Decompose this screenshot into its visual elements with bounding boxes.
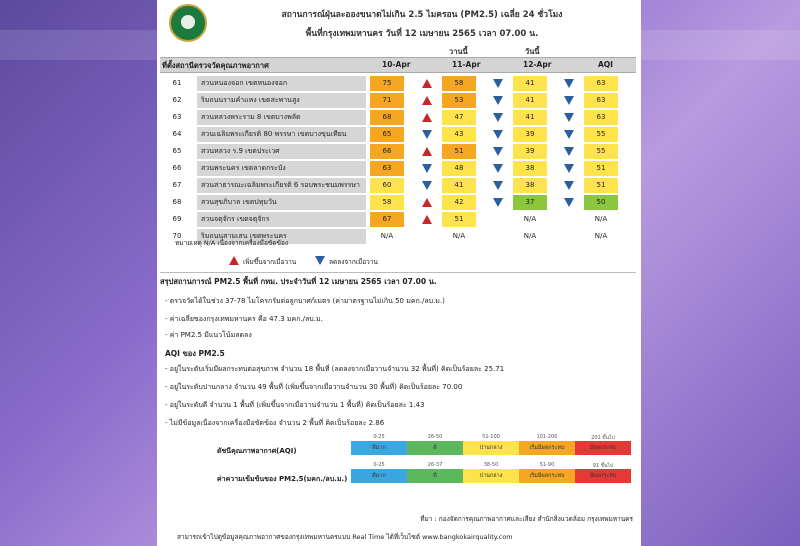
row-index: 67 (172, 181, 182, 189)
table-header (160, 57, 636, 73)
legend-down-icon (315, 256, 325, 265)
arrow-up-icon (422, 147, 432, 156)
pm-level-cell: มีผลกระทบ (575, 469, 631, 483)
table-row (160, 178, 636, 194)
value-10apr: 60 (370, 178, 404, 193)
aqi-level-cell: มีผลกระทบ (575, 441, 631, 455)
station-name: สวนสาธารณะเฉลิมพระเกียรติ 6 รอบพระชนมพรรษา (197, 178, 366, 193)
report-subtitle: พื้นที่กรุงเทพมหานคร วันที่ 12 เมษายน 2565 เวลา 07.00 น. (305, 29, 539, 39)
table-row (160, 212, 636, 228)
station-name: สวนพระนคร เขตลาดกระบัง (197, 161, 366, 176)
table-note: หมายเหตุ N/A เนื่องจากเครื่องมือขัดข้อง (175, 239, 289, 247)
value-10apr: 66 (370, 144, 404, 159)
summary-range: - ตรวจวัดได้ในช่วง 37-78 ไมโครกรัมต่อลูกบาศก์เมตร (ค่ามาตรฐานไม่เกิน 50 มคก./ลบ.ม.) (165, 297, 445, 305)
arrow-up-icon (422, 215, 432, 224)
legend-up-icon (229, 256, 239, 265)
value-12apr: 41 (513, 93, 547, 108)
legend-down-label: ลดลงจากเมื่อวาน (329, 258, 378, 266)
value-12apr: N/A (523, 215, 537, 223)
value-12apr: 37 (513, 195, 547, 210)
value-10apr: N/A (380, 232, 394, 240)
value-aqi: N/A (594, 232, 608, 240)
value-aqi: 63 (584, 76, 618, 91)
table-row (160, 76, 636, 92)
row-index: 70 (172, 232, 182, 240)
row-index: 63 (172, 113, 182, 121)
value-11apr: 48 (442, 161, 476, 176)
summary-heading: สรุปสถานการณ์ PM2.5 พื้นที่ กทม. ประจำวันที่ 12 เมษายน 2565 เวลา 07.00 น. (160, 272, 636, 288)
value-10apr: 75 (370, 76, 404, 91)
pm-range: 0-25 (373, 462, 385, 468)
value-aqi: 51 (584, 161, 618, 176)
value-10apr: 65 (370, 127, 404, 142)
aqi-level-cell: ปานกลาง (463, 441, 519, 455)
value-11apr: 51 (442, 144, 476, 159)
arrow-up-icon (422, 113, 432, 122)
aqi-range: 0-25 (373, 434, 385, 440)
station-name: สวนจตุจักร เขตจตุจักร (197, 212, 366, 227)
arrow-down-icon (564, 181, 574, 190)
today-label: วันนี้ (525, 47, 540, 56)
table-row (160, 93, 636, 109)
value-10apr: 58 (370, 195, 404, 210)
arrow-down-icon (564, 198, 574, 207)
pm-range: 51-90 (539, 462, 555, 468)
arrow-down-icon (493, 130, 503, 139)
value-aqi: 51 (584, 178, 618, 193)
value-aqi: 63 (584, 110, 618, 125)
value-11apr: 51 (442, 212, 476, 227)
row-index: 66 (172, 164, 182, 172)
station-name: สวนหลวง ร.9 เขตประเวศ (197, 144, 366, 159)
value-12apr: N/A (523, 232, 537, 240)
value-12apr: 38 (513, 161, 547, 176)
value-10apr: 67 (370, 212, 404, 227)
col-10apr-header: 10-Apr (382, 60, 411, 69)
value-11apr: 53 (442, 93, 476, 108)
value-aqi: 50 (584, 195, 618, 210)
aqi-heading: AQI ของ PM2.5 (165, 349, 225, 358)
row-index: 62 (172, 96, 182, 104)
arrow-down-icon (564, 113, 574, 122)
report-title: สถานการณ์ฝุ่นละอองขนาดไม่เกิน 2.5 ไมครอน (PM2.5) เฉลี่ย 24 ชั่วโมง (281, 10, 563, 20)
pm-level-cell: ปานกลาง (463, 469, 519, 483)
pm-range: 91 ขึ้นไป (592, 463, 614, 469)
summary-trend: - ค่า PM2.5 มีแนวโน้มลดลง (165, 331, 252, 339)
value-11apr: 42 (442, 195, 476, 210)
arrow-down-icon (493, 79, 503, 88)
aqi-level-good: - อยู่ในระดับดี จำนวน 1 พื้นที่ (เพิ่มขึ้นจากเมื่อวานจำนวน 1 พื้นที่) คิดเป็นร้อยละ 1.43 (165, 401, 425, 409)
row-index: 69 (172, 215, 182, 223)
row-index: 68 (172, 198, 182, 206)
value-12apr: 39 (513, 144, 547, 159)
pm-level-cell: เริ่มมีผลกระทบ (519, 469, 575, 483)
arrow-down-icon (493, 198, 503, 207)
arrow-down-icon (564, 96, 574, 105)
arrow-down-icon (493, 147, 503, 156)
aqi-level-unhealthy-sensitive: - อยู่ในระดับเริ่มมีผลกระทบต่อสุขภาพ จำนวน 18 พื้นที่ (ลดลงจากเมื่อวานจำนวน 32 พื้นที่) คิดเป็นร้อยละ 25.71 (165, 365, 505, 373)
value-11apr: 58 (442, 76, 476, 91)
arrow-down-icon (564, 130, 574, 139)
arrow-down-icon (422, 164, 432, 173)
value-aqi: 63 (584, 93, 618, 108)
arrow-down-icon (564, 147, 574, 156)
arrow-up-icon (422, 96, 432, 105)
col-aqi-header: AQI (598, 60, 613, 69)
value-aqi: 55 (584, 127, 618, 142)
legend-up-label: เพิ่มขึ้นจากเมื่อวาน (243, 258, 297, 266)
value-11apr: 41 (442, 178, 476, 193)
station-name: สวนหลวงพระราม 8 เขตบางพลัด (197, 110, 366, 125)
value-aqi: N/A (594, 215, 608, 223)
arrow-down-icon (422, 181, 432, 190)
arrow-down-icon (564, 164, 574, 173)
bma-logo-icon (169, 4, 207, 42)
aqi-level-moderate: - อยู่ในระดับปานกลาง จำนวน 49 พื้นที่ (เพิ่มขึ้นจากเมื่อวานจำนวน 30 พื้นที่) คิดเป็นร้อยละ 70.00 (165, 383, 463, 391)
pm-scale-label: ค่าความเข้มข้นของ PM2.5(มคก./ลบ.ม.) (217, 475, 348, 483)
aqi-range: 101-200 (536, 434, 558, 440)
table-row (160, 144, 636, 160)
row-index: 65 (172, 147, 182, 155)
arrow-down-icon (493, 96, 503, 105)
station-name: ริมถนนสามเสน เขตพระนคร (197, 229, 366, 244)
value-12apr: 38 (513, 178, 547, 193)
station-name: สวนเฉลิมพระเกียรติ 80 พรรษา เขตบางขุนเทียน (197, 127, 366, 142)
aqi-range: 51-100 (482, 434, 500, 440)
value-12apr: 41 (513, 76, 547, 91)
value-12apr: 41 (513, 110, 547, 125)
arrow-down-icon (493, 113, 503, 122)
aqi-range: 201 ขึ้นไป (591, 435, 615, 441)
data-source: ที่มา : กองจัดการคุณภาพอากาศและเสียง สำนักสิ่งแวดล้อม กรุงเทพมหานคร (420, 515, 633, 523)
value-12apr: 39 (513, 127, 547, 142)
arrow-down-icon (493, 181, 503, 190)
table-row (160, 110, 636, 126)
aqi-level-cell: ดีมาก (351, 441, 407, 455)
aqi-level-cell: ดี (407, 441, 463, 455)
value-10apr: 71 (370, 93, 404, 108)
arrow-down-icon (564, 79, 574, 88)
pm-level-cell: ดี (407, 469, 463, 483)
value-11apr: 43 (442, 127, 476, 142)
pm-level-cell: ดีมาก (351, 469, 407, 483)
row-index: 64 (172, 130, 182, 138)
station-name: สวนหนองจอก เขตหนองจอก (197, 76, 366, 91)
value-11apr: 47 (442, 110, 476, 125)
table-row (160, 127, 636, 143)
pm-range: 26-37 (427, 462, 443, 468)
station-name: ริมถนนรามคำแหง เขตสะพานสูง (197, 93, 366, 108)
station-name: สวนสุขภิบาล เขตปทุมวัน (197, 195, 366, 210)
value-10apr: 63 (370, 161, 404, 176)
col-12apr-header: 12-Apr (523, 60, 552, 69)
value-11apr: N/A (452, 232, 466, 240)
arrow-up-icon (422, 79, 432, 88)
arrow-down-icon (493, 164, 503, 173)
aqi-range: 26-50 (427, 434, 443, 440)
table-row (160, 161, 636, 177)
value-aqi: 55 (584, 144, 618, 159)
table-row (160, 195, 636, 211)
value-10apr: 68 (370, 110, 404, 125)
yesterday-label: วานนี้ (449, 47, 468, 56)
aqi-scale-label: ดัชนีคุณภาพอากาศ(AQI) (217, 447, 297, 455)
aqi-level-cell: เริ่มมีผลกระทบ (519, 441, 575, 455)
aqi-level-no-data: - ไม่มีข้อมูลเนื่องจากเครื่องมือขัดข้อง จำนวน 2 พื้นที่ คิดเป็นร้อยละ 2.86 (165, 419, 385, 427)
row-index: 61 (172, 79, 182, 87)
summary-average: - ค่าเฉลี่ยของกรุงเทพมหานคร คือ 47.3 มคก./ลบ.ม. (165, 315, 323, 323)
col-11apr-header: 11-Apr (452, 60, 481, 69)
report-sheet (157, 0, 641, 546)
arrow-up-icon (422, 198, 432, 207)
station-column-header: ที่ตั้งสถานีตรวจวัดคุณภาพอากาศ (162, 61, 269, 70)
website-link[interactable]: สามารถเข้าไปดูข้อมูลคุณภาพอากาศของกรุงเทพมหานครแบบ Real Time ได้ที่เว็บไซต์ www.bangkokairquality.com (177, 533, 513, 541)
arrow-down-icon (422, 130, 432, 139)
pm-range: 38-50 (483, 462, 499, 468)
